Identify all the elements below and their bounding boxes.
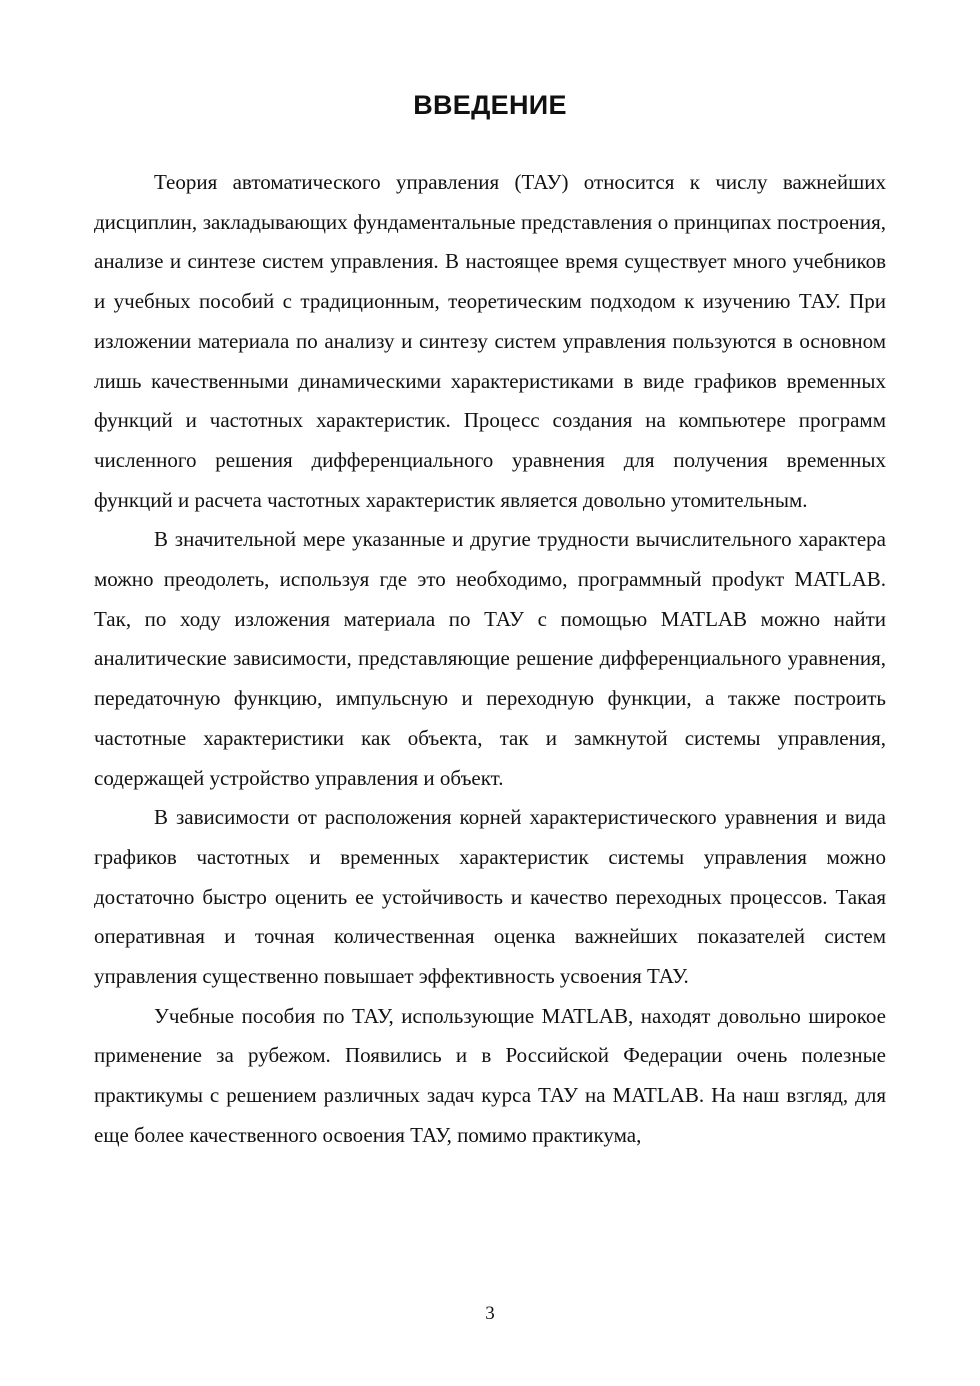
paragraph-4: Учебные пособия по ТАУ, использующие MATLAB, находят довольно широкое применение за рубежом. Появились и в Российской Федерации очень полезные практикумы с решением различных задач курса ТАУ на MATLAB. На наш взгляд, для еще более качественного освоения ТАУ, помимо практикума, <box>94 1003 886 1147</box>
paragraph-2: В значительной мере указанные и другие трудности вычислительного характера можно преодолеть, используя где это необходимо, программный проdукт MATLAB. Так, по ходу изложения материала по ТАУ с помощью MATLAB можно найти аналитические зависимости, представляющие решение дифференциального уравнения, передаточную функцию, импульсную и переходную функции, а также построить частотные характеристики как объекта, так и замкнутой системы управления, содержащей устройство управления и объект. <box>94 527 886 790</box>
page-title: ВВЕДЕНИЕ <box>413 90 567 120</box>
paragraph-3: В зависимости от расположения корней характеристического уравнения и вида графиков частотных и временных характеристик системы управления можно достаточно быстро оценить ее устойчивость и качество переходных процессов. Такая оперативная и точная количественная оценка важнейших показателей систем управления существенно повышает эффективность усвоения ТАУ. <box>94 805 886 989</box>
body-text <box>94 163 886 1156</box>
page-number: 3 <box>485 1303 495 1324</box>
paragraph-1: Теория автоматического управления (ТАУ) относится к числу важнейших дисциплин, закладывающих фундаментальные представления о принципах построения, анализе и синтезе систем управления. В настоящее время существует много учебников и учебных пособий с традиционным, теоретическим подходом к изучению ТАУ. При изложении материала по анализу и синтезу систем управления пользуются в основном лишь качественными динамическими характеристиками в виде графиков временных функций и частотных характеристик. Процесс создания на компьютере программ численного решения дифференциального уравнения для получения временных функций и расчета частотных характеристик является довольно утомительным. <box>94 170 886 512</box>
